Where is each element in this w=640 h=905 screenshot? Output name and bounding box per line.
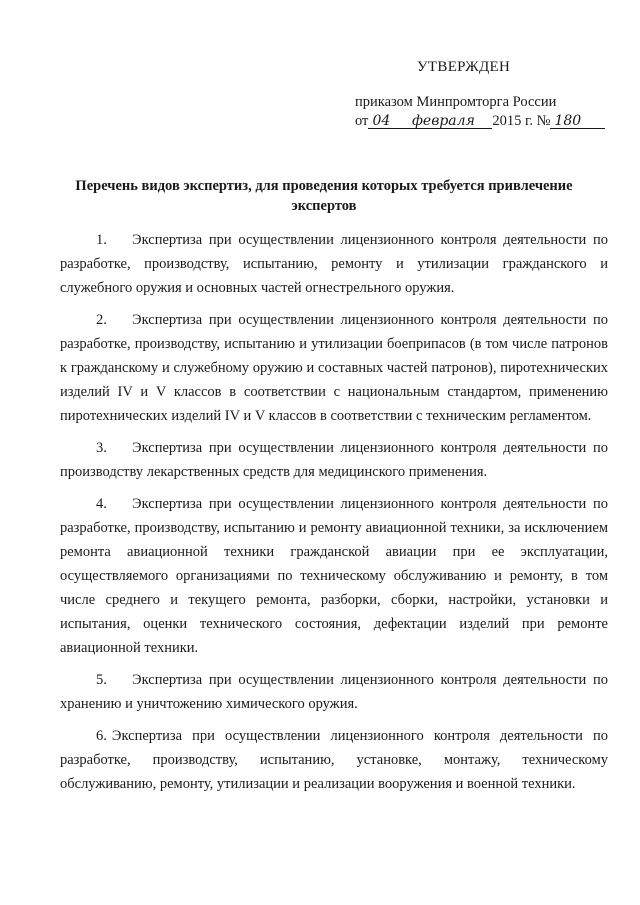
item-text: Экспертиза при осуществлении лицензионного контроля деятельности по разработке, производству, испытанию и ремонту авиационной техники, за исключением ремонта авиационной техники гражданской авиации при ее эксплуатации, осуществляемого организациями по техническому обслуживанию и ремонту, в том числе среднего и текущего ремонта, разборки, сборки, настройки, установки и испытания, оценки технического состояния, дефектации изделий при ремонте авиационной техники. [60, 496, 608, 656]
order-line: приказом Минпромторга России [355, 94, 557, 110]
handwritten-day: 04 [368, 114, 394, 129]
list-item [60, 308, 608, 428]
list-item [60, 724, 608, 796]
list-item [60, 228, 608, 300]
approval-block [355, 58, 615, 131]
item-text: Экспертиза при осуществлении лицензионного контроля деятельности по производству лекарственных средств для медицинского применения. [60, 440, 608, 480]
from-prefix: от [355, 113, 369, 129]
handwritten-month: февраля [394, 114, 492, 129]
list-item [60, 436, 608, 484]
item-number: 1. [96, 232, 107, 248]
item-text: Экспертиза при осуществлении лицензионного контроля деятельности по разработке, производству, испытанию, ремонту и утилизации гражданского и служебного оружия и основных частей огнестрельного оружия. [60, 232, 608, 296]
approved-stamp-text: УТВЕРЖДЕН [417, 59, 511, 75]
handwritten-order-number: 180 [550, 114, 605, 129]
item-number: 5. [96, 672, 107, 688]
order-date-line [355, 112, 615, 131]
expertise-list [60, 228, 608, 804]
item-number: 4. [96, 496, 107, 512]
list-item [60, 668, 608, 716]
item-number: 2. [96, 312, 107, 328]
item-text: Экспертиза при осуществлении лицензионного контроля деятельности по хранению и уничтожению химического оружия. [60, 672, 608, 712]
document-title: Перечень видов экспертиз, для проведения которых требуется привлечение экспертов [75, 178, 573, 214]
item-text: Экспертиза при осуществлении лицензионного контроля деятельности по разработке, производству, испытанию и утилизации боеприпасов (в том числе патронов к гражданскому и служебному оружию и составных частей патронов), пиротехнических изделий IV и V классов в соответствии с национальным стандартом, применению пиротехнических изделий IV и V классов в соответствии с техническим регламентом. [60, 312, 608, 424]
list-item [60, 492, 608, 660]
item-text: Экспертиза при осуществлении лицензионного контроля деятельности по разработке, производству, испытанию, установке, монтажу, техническому обслуживанию, ремонту, утилизации и реализации вооружения и военной техники. [60, 728, 608, 792]
item-number: 6. [96, 728, 107, 744]
year-text: 2015 г. № [492, 113, 551, 129]
item-number: 3. [96, 440, 107, 456]
